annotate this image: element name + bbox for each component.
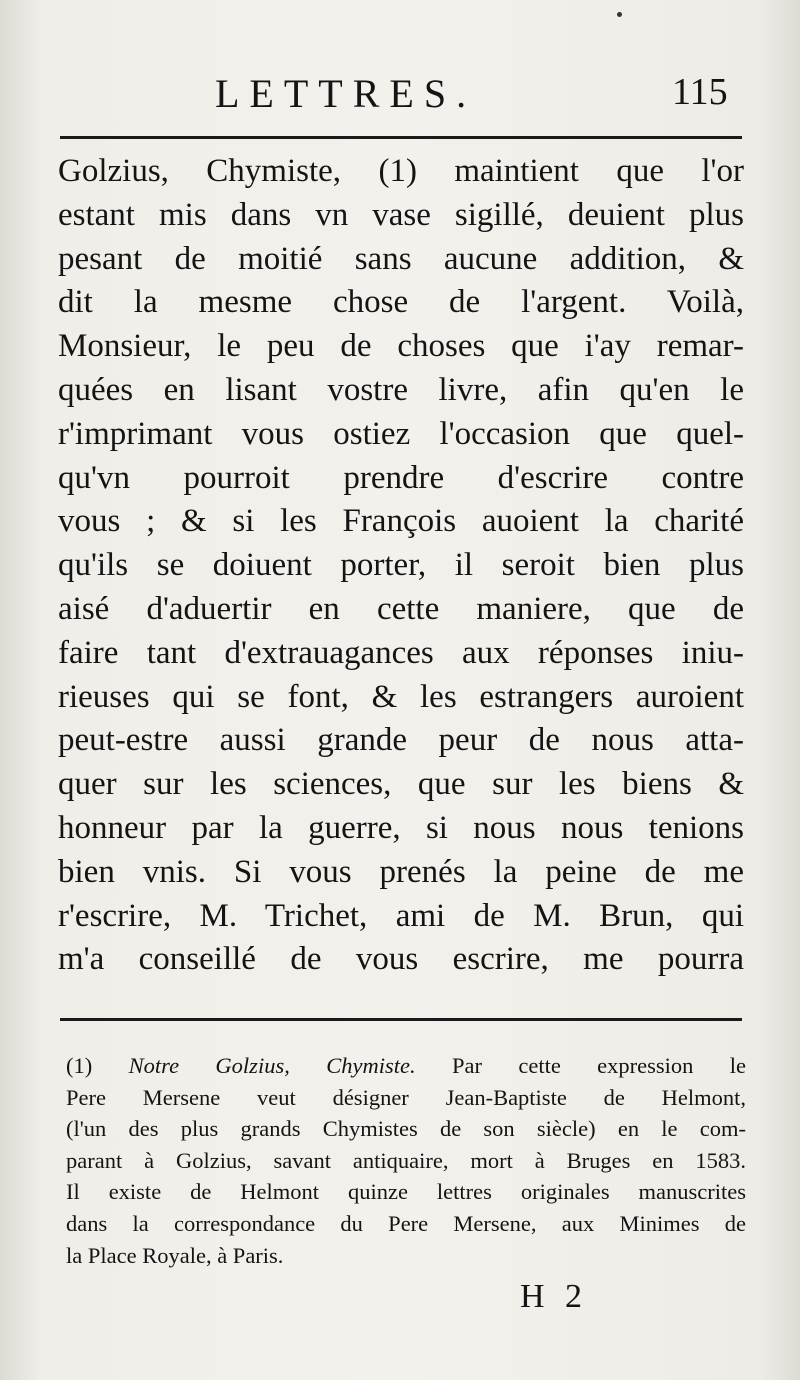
- running-head-title: LETTRES.: [215, 71, 477, 116]
- body-line: quer sur les sciences, que sur les biens &: [58, 766, 744, 803]
- body-line: r'imprimant vous ostiez l'occasion que quel-: [58, 415, 744, 452]
- footnote-line: Il existe de Helmont quinze lettres originales manuscrites: [66, 1179, 746, 1205]
- footnote-line: la Place Royale, à Paris.: [66, 1242, 284, 1268]
- body-line: honneur par la guerre, si nous nous tenions: [58, 809, 744, 846]
- footnote-line-rest: Par cette expression le: [451, 1053, 747, 1078]
- body-line: bien vnis. Si vous prenés la peine de me: [58, 853, 744, 890]
- footnote-line: dans la correspondance du Pere Mersene, aux Minimes de: [66, 1210, 746, 1236]
- footnote-line: parant à Golzius, savant antiquaire, mort à Bruges en 1583.: [66, 1147, 746, 1173]
- footnote-line: [66, 1050, 746, 1082]
- footnote-line: (l'un des plus grands Chymistes de son siècle) en le com-: [66, 1116, 746, 1142]
- body-line: quées en lisant vostre livre, afin qu'en le: [58, 371, 744, 408]
- footnote-line: Pere Mersene veut désigner Jean-Baptiste de Helmont,: [66, 1084, 746, 1110]
- footnote-rule: [60, 1018, 742, 1021]
- body-text: [58, 150, 744, 982]
- body-line: peut-estre aussi grande peur de nous atta-: [58, 722, 744, 759]
- page-number: 115: [672, 71, 728, 113]
- body-line: faire tant d'extrauagances aux réponses iniu-: [58, 634, 744, 671]
- body-line: qu'vn pourroit prendre d'escrire contre: [58, 459, 744, 496]
- body-line: m'a conseillé de vous escrire, me pourra: [58, 941, 744, 978]
- body-line: Monsieur, le peu de choses que i'ay remar-: [58, 328, 744, 365]
- running-head: [0, 70, 800, 130]
- body-line: vous ; & si les François auoient la charité: [58, 503, 744, 540]
- body-line: rieuses qui se font, & les estrangers auroient: [58, 678, 744, 715]
- body-line: dit la mesme chose de l'argent. Voilà,: [58, 284, 744, 321]
- footnote-marker: (1): [66, 1053, 93, 1078]
- footnote: [66, 1050, 746, 1271]
- signature-mark: H 2: [520, 1278, 589, 1315]
- footnote-lemma: Notre Golzius, Chymiste.: [128, 1053, 416, 1078]
- header-rule: [60, 136, 742, 139]
- body-line: pesant de moitié sans aucune addition, &: [58, 240, 744, 277]
- body-line: r'escrire, M. Trichet, ami de M. Brun, qui: [58, 897, 744, 934]
- body-line: qu'ils se doiuent porter, il seroit bien plus: [58, 547, 744, 584]
- body-line: aisé d'aduertir en cette maniere, que de: [58, 590, 744, 627]
- body-line: Golzius, Chymiste, (1) maintient que l'or: [58, 153, 744, 189]
- body-line: estant mis dans vn vase sigillé, deuient plus: [58, 196, 744, 233]
- ink-dot: [617, 12, 622, 17]
